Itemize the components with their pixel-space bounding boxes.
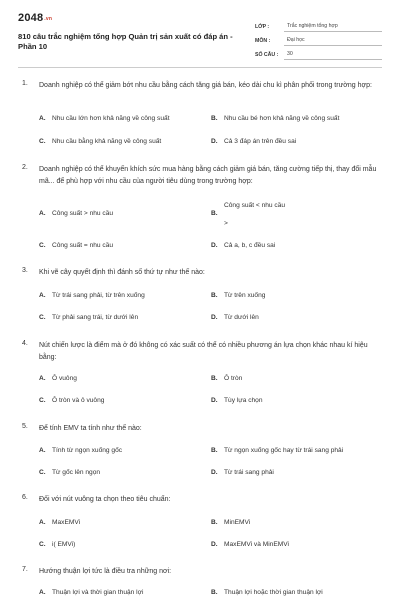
option-text: Từ ngọn xuống gốc hay từ trái sang phải (224, 447, 344, 454)
option-text: Cả 3 đáp án trên đều sai (224, 138, 297, 145)
meta-value: 30 (284, 51, 382, 60)
option-letter: D. (211, 541, 218, 548)
option-text: Ô vuông (52, 375, 77, 382)
option-letter: B. (211, 292, 218, 299)
question-text: Doanh nghiệp có thể giảm bớt nhu cầu bằng cách tăng giá bán, kéo dài chu kì phân phối trong trường hợp: (39, 82, 372, 89)
header-divider (18, 67, 382, 68)
option-letter: A. (39, 292, 46, 299)
question-text: Nút chiến lược là điểm mà ở đó không có xác suất có thể có nhiều phương án lựa chọn khác nhau kí hiệu bằng: (39, 342, 368, 361)
option-text: Tính từ ngọn xuống gốc (52, 447, 123, 454)
option-letter: B. (211, 210, 218, 217)
option-letter: B. (211, 519, 218, 526)
option-text: Nhu cầu bé hơn khả năng về công suất (224, 115, 340, 122)
option-letter: B. (211, 375, 218, 382)
question-number: 6. (22, 494, 28, 501)
option-text: Từ phải sang trái, từ dưới lên (52, 314, 139, 321)
option-letter: C. (39, 138, 46, 145)
option-letter: B. (211, 447, 218, 454)
meta-value: Trắc nghiệm tổng hợp (284, 23, 382, 32)
question-number: 4. (22, 340, 28, 347)
option-text: Từ dưới lên (224, 314, 259, 321)
meta-label: LỚP : (255, 24, 270, 30)
option-letter: A. (39, 375, 46, 382)
meta-label: SỐ CÂU : (255, 52, 279, 58)
option-letter: D. (211, 397, 218, 404)
logo-text: 2048 (18, 12, 44, 24)
option-letter: C. (39, 314, 46, 321)
question-number: 7. (22, 566, 28, 573)
option-letter: B. (211, 589, 218, 596)
option-letter: C. (39, 242, 46, 249)
document-meta (255, 18, 382, 60)
meta-value: Đại học (284, 37, 382, 46)
option-text: Từ trên xuống (224, 292, 266, 299)
option-letter: D. (211, 314, 218, 321)
option-text: Thuận lợi và thời gian thuận lợi (52, 589, 144, 596)
option-text: Ô tròn (224, 375, 243, 382)
option-letter: A. (39, 519, 46, 526)
option-text: MaxEMVi và MinEMVi (224, 541, 289, 548)
option-letter: C. (39, 397, 46, 404)
option-letter: C. (39, 469, 46, 476)
option-letter: B. (211, 115, 218, 122)
option-letter: C. (39, 541, 46, 548)
option-text-continued: > (224, 220, 228, 227)
option-text: Công suất > nhu cầu (52, 210, 114, 217)
option-text: Thuận lợi hoặc thời gian thuận lợi (224, 589, 323, 596)
option-text: Nhu cầu bằng khả năng về công suất (52, 138, 162, 145)
question-number: 3. (22, 267, 28, 274)
option-text: Từ trái sang phải, từ trên xuống (52, 292, 145, 299)
option-letter: D. (211, 138, 218, 145)
document-header (18, 12, 382, 62)
question-text: Hướng thuận lợi tức là điều tra những nơi: (39, 568, 172, 575)
question-text: Doanh nghiệp có thể khuyến khích sức mua hàng bằng cách giảm giá bán, tăng cường tiếp thị, thay đổi mẫu mã... để phù hợp với nhu cầu của người tiêu dùng trong trường hợp: (39, 166, 377, 185)
option-letter: D. (211, 242, 218, 249)
option-text: MinEMVi (224, 519, 251, 526)
document-title: 810 câu trắc nghiệm tổng hợp Quản trị sản xuất có đáp án - Phần 10 (18, 32, 233, 51)
option-text: Công suất = nhu cầu (52, 242, 114, 249)
logo-suffix: .vn (44, 16, 53, 22)
option-text: Nhu cầu lớn hơn khả năng về công suất (52, 115, 170, 122)
option-text: Từ gốc lên ngọn (52, 469, 101, 476)
option-letter: A. (39, 210, 46, 217)
option-text: Ô tròn và ô vuông (52, 397, 105, 404)
option-text: Cả a, b, c đều sai (224, 242, 276, 249)
meta-label: MÔN : (255, 38, 271, 44)
option-letter: A. (39, 115, 46, 122)
site-logo[interactable] (18, 12, 52, 24)
option-text: i( EMVi) (52, 541, 76, 548)
question-number: 2. (22, 164, 28, 171)
meta-row-class (255, 18, 382, 32)
option-letter: A. (39, 447, 46, 454)
question-text: Để tính EMV ta tính như thế nào: (39, 425, 142, 432)
question-text: Khi vẽ cây quyết định thì đánh số thứ tự như thế nào: (39, 269, 205, 276)
option-text: Từ trái sang phải (224, 469, 274, 476)
option-text: Công suất < nhu cầu (224, 202, 286, 209)
meta-row-subject (255, 32, 382, 46)
option-text: Tùy lựa chọn (224, 397, 263, 404)
question-text: Đối với nút vuông ta chọn theo tiêu chuẩn: (39, 496, 171, 503)
option-letter: A. (39, 589, 46, 596)
meta-row-count (255, 46, 382, 60)
option-letter: D. (211, 469, 218, 476)
question-number: 1. (22, 80, 28, 87)
question-number: 5. (22, 423, 28, 430)
option-text: MaxEMVi (52, 519, 81, 526)
